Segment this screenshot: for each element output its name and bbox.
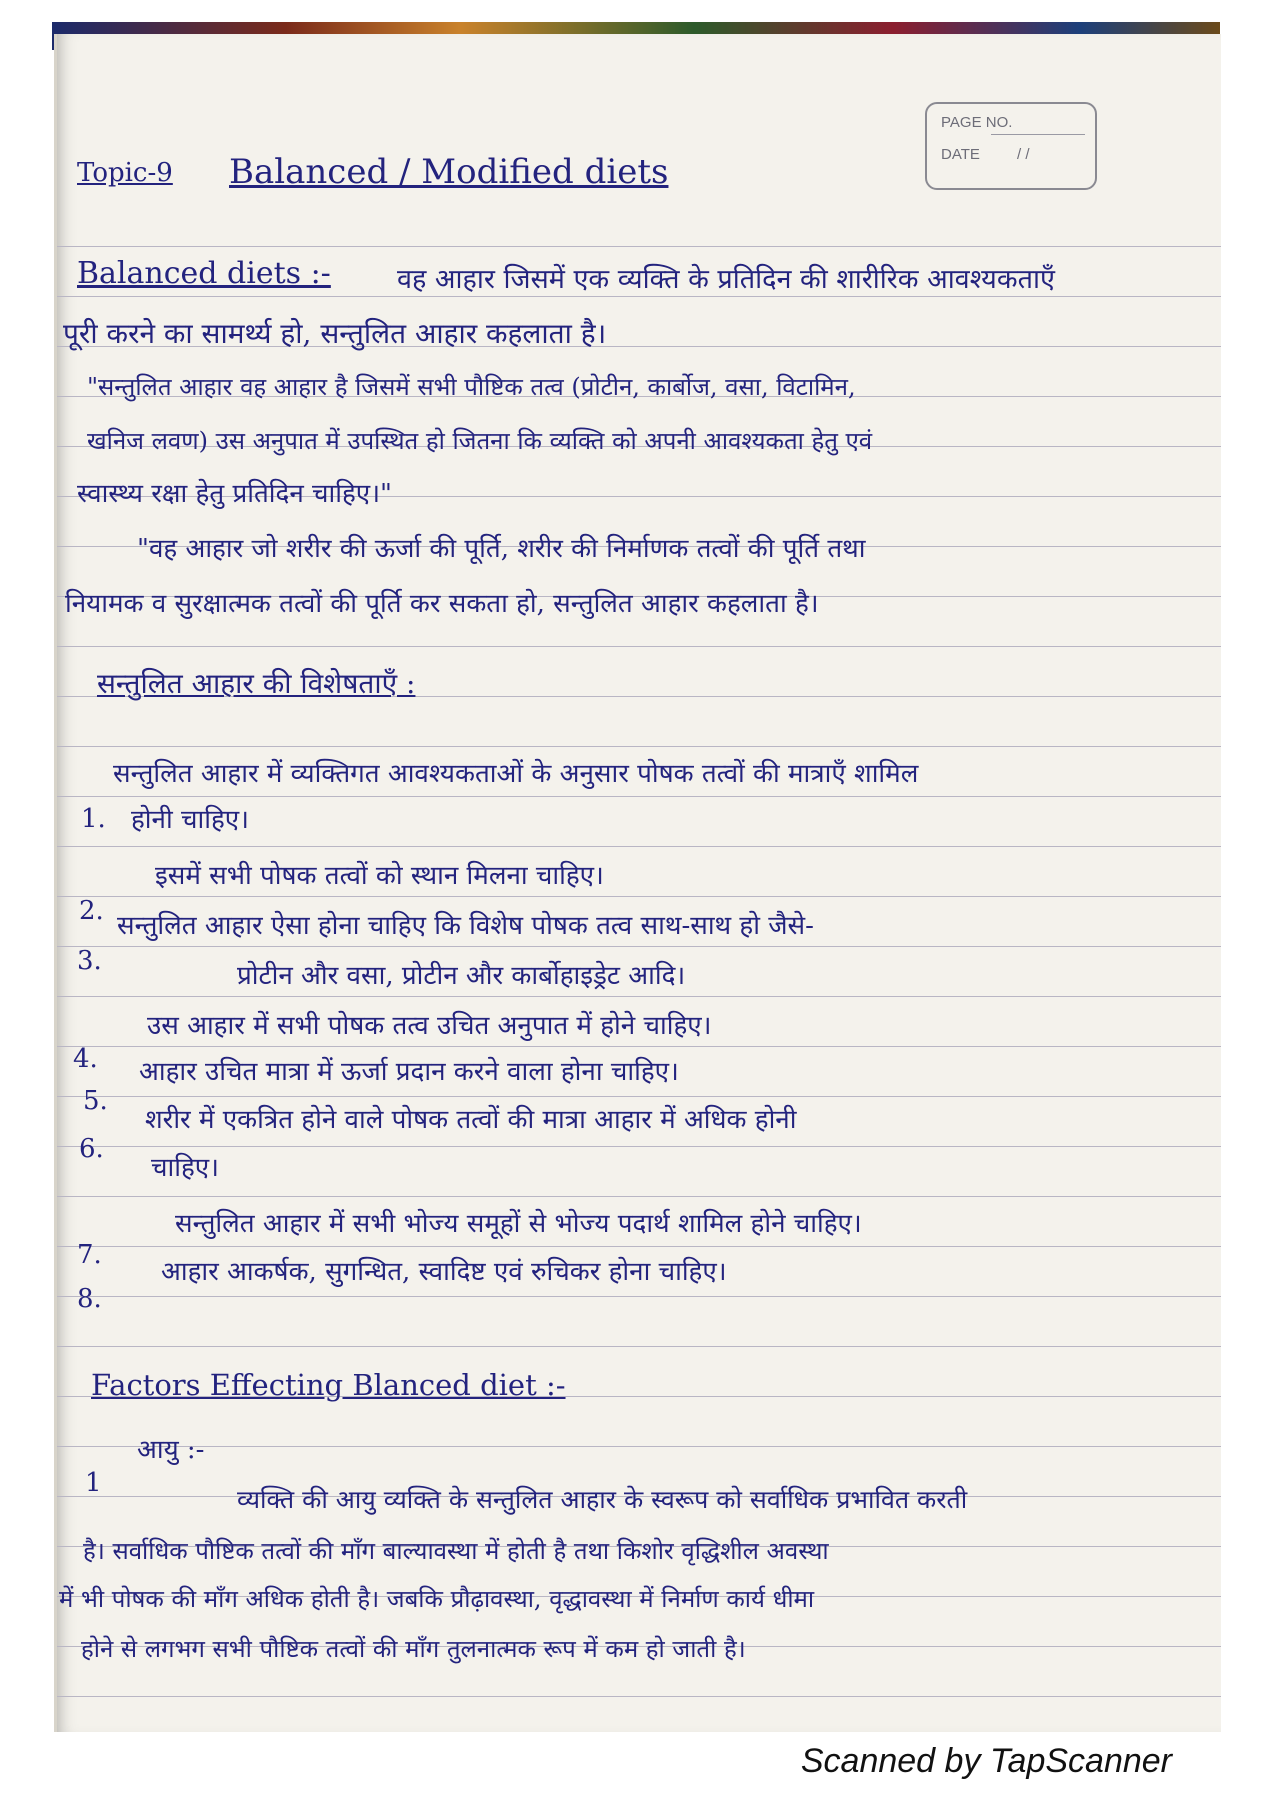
list-number: 1.: [81, 804, 106, 834]
ruled-line: [57, 1696, 1221, 1697]
ruled-line: [57, 946, 1221, 947]
ruled-line: [57, 996, 1221, 997]
definition-line: पूरी करने का सामर्थ्य हो, सन्तुलित आहार कहलाता है।: [63, 317, 607, 350]
factor-line: व्यक्ति की आयु व्यक्ति के सन्तुलित आहार के स्वरूप को सर्वाधिक प्रभावित करती: [237, 1485, 968, 1514]
ruled-line: [57, 1446, 1221, 1447]
ruled-line: [57, 246, 1221, 247]
list-item: सन्तुलित आहार ऐसा होना चाहिए कि विशेष पोषक तत्व साथ-साथ हो जैसे-: [117, 911, 814, 941]
definition-line: वह आहार जिसमें एक व्यक्ति के प्रतिदिन की शारीरिक आवश्यकताएँ: [397, 264, 1055, 295]
scanner-watermark: Scanned by TapScanner: [800, 1742, 1172, 1780]
ruled-line: [57, 1346, 1221, 1347]
list-item: आहार आकर्षक, सुगन्धित, स्वादिष्ट एवं रुचिकर होना चाहिए।: [161, 1257, 727, 1287]
ruled-line: [57, 746, 1221, 747]
ruled-line: [57, 296, 1221, 297]
list-item: उस आहार में सभी पोषक तत्व उचित अनुपात में होने चाहिए।: [147, 1011, 712, 1041]
list-number: 7.: [77, 1240, 102, 1270]
list-item: आहार उचित मात्रा में ऊर्जा प्रदान करने वाला होना चाहिए।: [139, 1057, 679, 1087]
definition-line: "सन्तुलित आहार वह आहार है जिसमें सभी पौष्टिक तत्व (प्रोटीन, कार्बोज, वसा, विटामिन,: [87, 373, 856, 401]
date-value: / /: [1017, 146, 1030, 163]
features-heading: सन्तुलित आहार की विशेषताएँ :: [97, 667, 416, 700]
page-no-line: [991, 134, 1085, 135]
factor-line: है। सर्वाधिक पौष्टिक तत्वों की माँग बाल्यावस्था में होती है तथा किशोर वृद्धिशील अवस्था: [83, 1537, 829, 1565]
list-number: 4.: [73, 1044, 98, 1074]
list-item: शरीर में एकत्रित होने वाले पोषक तत्वों की मात्रा आहार में अधिक होनी: [145, 1105, 797, 1135]
factors-heading: Factors Effecting Blanced diet :-: [91, 1368, 566, 1402]
definition-line: स्वास्थ्य रक्षा हेतु प्रतिदिन चाहिए।": [77, 479, 393, 509]
date-label: DATE: [941, 146, 980, 163]
ruled-line: [57, 646, 1221, 647]
list-number: 3.: [77, 946, 102, 976]
factor-number: 1: [85, 1468, 102, 1498]
ruled-line: [57, 896, 1221, 897]
factor-line: होने से लगभग सभी पौष्टिक तत्वों की माँग तुलनात्मक रूप में कम हो जाती है।: [81, 1635, 746, 1663]
definition-line: खनिज लवण) उस अनुपात में उपस्थित हो जितना कि व्यक्ति को अपनी आवश्यकता हेतु एवं: [87, 427, 873, 455]
age-label: आयु :-: [137, 1435, 205, 1465]
definition-line: "वह आहार जो शरीर की ऊर्जा की पूर्ति, शरीर की निर्माणक तत्वों की पूर्ति तथा: [137, 534, 866, 564]
list-item: सन्तुलित आहार में व्यक्तिगत आवश्यकताओं के अनुसार पोषक तत्वों की मात्राएँ शामिल: [113, 759, 919, 789]
page-date-box: [925, 102, 1097, 190]
list-item: प्रोटीन और वसा, प्रोटीन और कार्बोहाइड्रेट आदि।: [237, 961, 686, 991]
notebook-page: [54, 34, 1221, 1732]
list-number: 5.: [83, 1086, 108, 1116]
ruled-line: [57, 1096, 1221, 1097]
topic-title: Balanced / Modified diets: [229, 152, 669, 192]
ruled-line: [57, 1246, 1221, 1247]
list-number: 2.: [79, 896, 104, 926]
page-no-label: PAGE NO.: [941, 114, 1013, 131]
topic-number: Topic-9: [77, 158, 173, 188]
ruled-line: [57, 796, 1221, 797]
list-item: इसमें सभी पोषक तत्वों को स्थान मिलना चाहिए।: [155, 861, 604, 891]
ruled-line: [57, 1196, 1221, 1197]
list-number: 6.: [79, 1134, 104, 1164]
ruled-line: [57, 1046, 1221, 1047]
balanced-diets-heading: Balanced diets :-: [77, 256, 331, 291]
list-item: सन्तुलित आहार में सभी भोज्य समूहों से भोज्य पदार्थ शामिल होने चाहिए।: [175, 1209, 862, 1239]
factor-line: में भी पोषक की माँग अधिक होती है। जबकि प्रौढ़ावस्था, वृद्धावस्था में निर्माण कार्य धीमा: [59, 1585, 815, 1613]
ruled-line: [57, 1296, 1221, 1297]
definition-line: नियामक व सुरक्षात्मक तत्वों की पूर्ति कर सकता हो, सन्तुलित आहार कहलाता है।: [65, 589, 819, 619]
list-item: होनी चाहिए।: [131, 805, 249, 835]
ruled-line: [57, 1146, 1221, 1147]
ruled-line: [57, 846, 1221, 847]
list-number: 8.: [77, 1284, 102, 1314]
list-item: चाहिए।: [151, 1153, 220, 1183]
